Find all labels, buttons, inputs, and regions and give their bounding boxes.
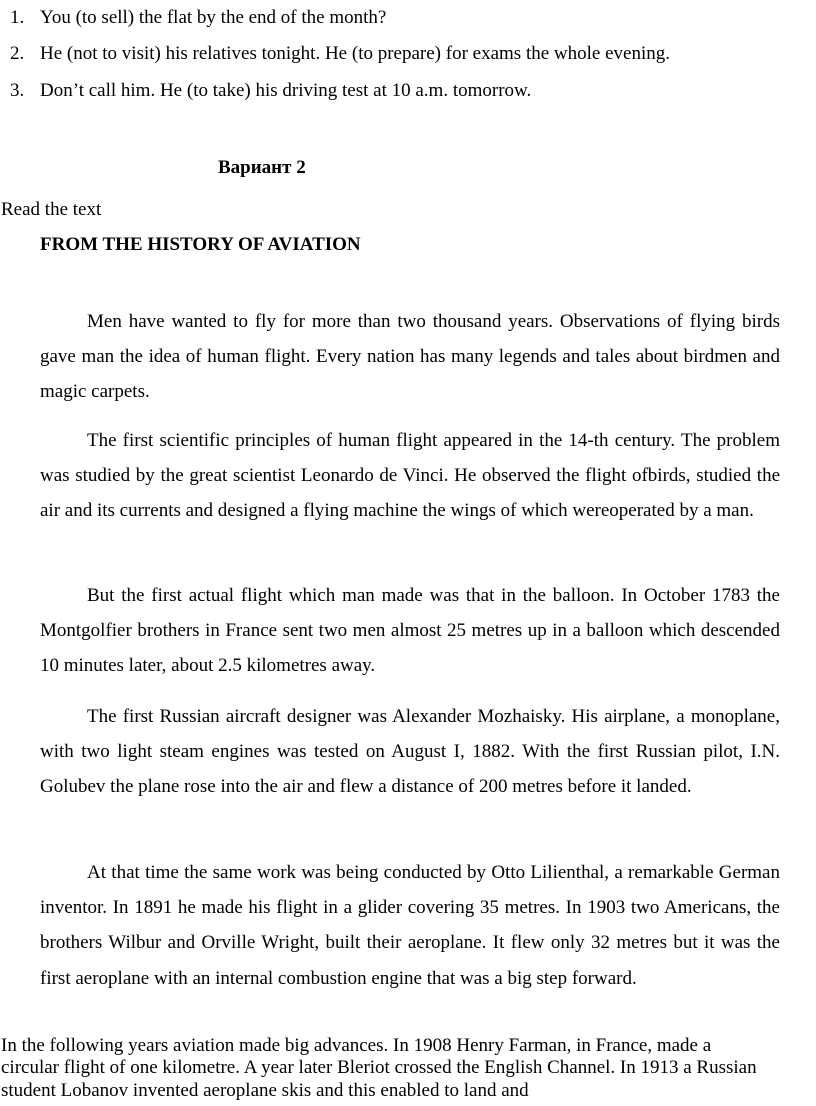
paragraph-1: Men have wanted to fly for more than two thousand years. Observations of flying birds gave man the idea of human flight. Every nation has many legends and tales about birdmen and magic carpets. bbox=[40, 311, 780, 403]
list-number: 3. bbox=[10, 80, 25, 101]
variant-heading: Вариант 2 bbox=[218, 157, 306, 178]
list-text: You (to sell) the flat by the end of the month? bbox=[40, 7, 387, 28]
exercise-item-1 bbox=[10, 6, 386, 30]
paragraph-2: The first scientific principles of human flight appeared in the 14-th century. The problem was studied by the great scientist Leonardo de Vinci. He observed the flight ofbirds, studied the air and its currents and designed a flying machine the wings of which wereoperated by a man. bbox=[40, 430, 780, 522]
instruction-text: Read the text bbox=[1, 199, 102, 220]
paragraph-4: The first Russian aircraft designer was Alexander Mozhaisky. His airplane, a monoplane, with two light steam engines was tested on August I, 1882. With the first Russian pilot, I.N. Golubev the plane rose into the air and flew a distance of 200 metres before it landed. bbox=[40, 706, 780, 798]
paragraph-5: At that time the same work was being conducted by Otto Lilienthal, a remarkable German inventor. In 1891 he made his flight in a glider covering 35 metres. In 1903 two Americans, the brothers Wilbur and Orville Wright, built their aeroplane. It flew only 32 metres but it was the first aeroplane with an internal combustion engine that was a big step forward. bbox=[40, 862, 780, 989]
exercise-item-2 bbox=[10, 42, 670, 66]
list-text: He (not to visit) his relatives tonight. He (to prepare) for exams the whole evening. bbox=[40, 43, 670, 64]
paragraph-6: In the following years aviation made big advances. In 1908 Henry Farman, in France, made a circular flight of one kilometre. A year later Bleriot crossed the English Channel. In 1913 a Russian student Lobanov invented aeroplane skis and this enabled to land and bbox=[1, 1035, 757, 1101]
list-number: 1. bbox=[10, 7, 25, 28]
paragraph-3: But the first actual flight which man made was that in the balloon. In October 1783 the Montgolfier brothers in France sent two men almost 25 metres up in a balloon which descended 10 minutes later, about 2.5 kilometres away. bbox=[40, 585, 780, 677]
article-title: FROM THE HISTORY OF AVIATION bbox=[40, 234, 361, 255]
list-text: Don’t call him. He (to take) his driving test at 10 a.m. tomorrow. bbox=[40, 80, 532, 101]
exercise-item-3 bbox=[10, 79, 531, 103]
list-number: 2. bbox=[10, 43, 25, 64]
